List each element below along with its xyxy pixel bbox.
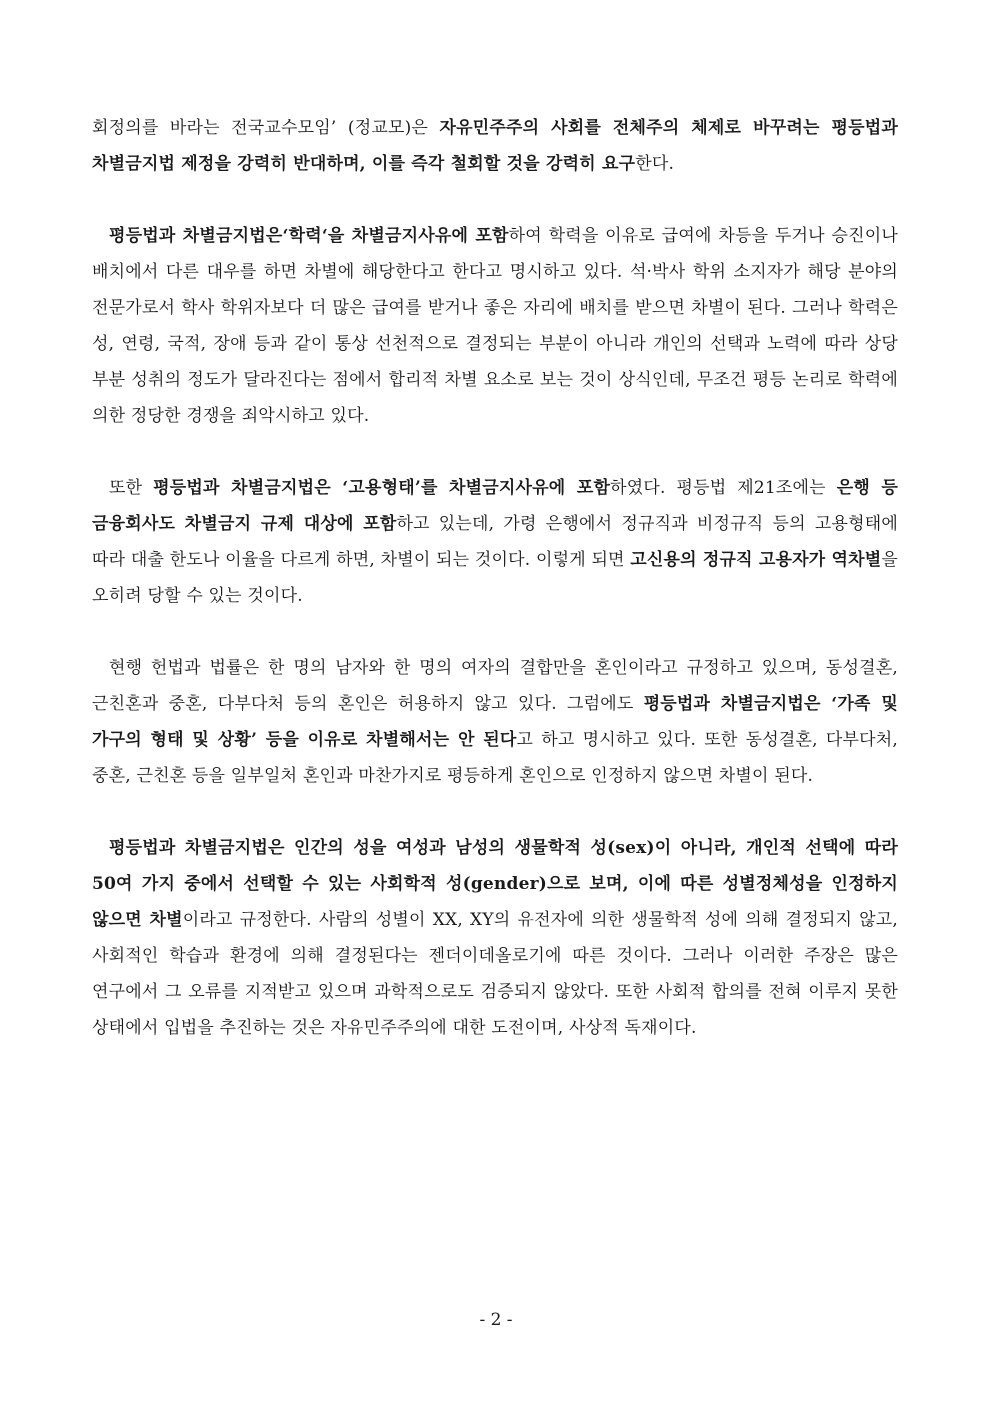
body-text: 또한 xyxy=(109,478,154,498)
body-text: 한다. xyxy=(635,154,675,174)
paragraph-2 xyxy=(92,218,898,434)
paragraph-5 xyxy=(92,830,898,1046)
body-text: 을 오히려 당할 수 있는 것이다. xyxy=(92,550,898,606)
body-text: 현행 헌법과 법률은 한 명의 남자와 한 명의 여자의 결합만을 혼인이라고 규정하고 있으며, 동성결혼, 근친혼과 중혼, 다부다처 등의 혼인은 허용하지 않고 있다. 그럼에도 xyxy=(92,658,898,714)
bold-text: 고신용의 정규직 고용자가 역차별 xyxy=(630,550,882,570)
bold-text: 평등법과 차별금지법은 ‘고용형태’를 차별금지사유에 포함 xyxy=(153,478,611,498)
bold-text: 평등법과 차별금지법은‘학력‘을 차별금지사유에 포함 xyxy=(109,226,509,246)
bold-text: 자유민주주의 사회를 전체주의 체제로 바꾸려는 평등법과 차별금지법 제정을 강력히 반대하며, 이를 즉각 철회할 것을 강력히 요구 xyxy=(92,118,898,174)
bold-text: 은행 등 금융회사도 차별금지 규제 대상에 포함 xyxy=(92,478,899,534)
bold-text: 평등법과 차별금지법은 인간의 성을 여성과 남성의 생물학적 성(sex)이 아니라, 개인적 선택에 따라 50여 가지 중에서 선택할 수 있는 사회학적 성(gender)으로 보며, 이에 따른 성별정체성을 인정하지 않으면 차별 xyxy=(92,838,898,930)
paragraph-1 xyxy=(92,110,898,182)
bold-text: 평등법과 차별금지법은 ‘가족 및 가구의 형태 및 상황’ 등을 이유로 차별해서는 안 된다 xyxy=(92,694,898,750)
body-text: 이라고 규정한다. 사람의 성별이 XX, XY의 유전자에 의한 생물학적 성에 의해 결정되지 않고, 사회적인 학습과 환경에 의해 결정된다는 젠더이데올로기에 따른 것이다. 그러나 이러한 주장은 많은 연구에서 그 오류를 지적받고 있으며 과학적으로도 검증되지 않았다. 또한 사회적 합의를 전혀 이루지 못한 상태에서 입법을 추진하는 것은 자유민주주의에 대한 도전이며, 사상적 독재이다. xyxy=(92,910,898,1038)
paragraph-4 xyxy=(92,650,898,794)
paragraph-3 xyxy=(92,470,898,614)
document-body xyxy=(92,110,898,1082)
body-text: 하였다. 평등법 제21조에는 xyxy=(610,478,837,498)
body-text: 하여 학력을 이유로 급여에 차등을 두거나 승진이나 배치에서 다른 대우를 하면 차별에 해당한다고 한다고 명시하고 있다. 석·박사 학위 소지자가 해당 분야의 전문가로서 학사 학위자보다 더 많은 급여를 받거나 좋은 자리에 배치를 받으면 차별이 된다. 그러나 학력은 성, 연령, 국적, 장애 등과 같이 통상 선천적으로 결정되는 부분이 아니라 개인의 선택과 노력에 따라 상당 부분 성취의 정도가 달라진다는 점에서 합리적 차별 요소로 보는 것이 상식인데, 무조건 평등 논리로 학력에 의한 정당한 경쟁을 죄악시하고 있다. xyxy=(92,226,898,426)
body-text: 고 하고 명시하고 있다. 또한 동성결혼, 다부다처, 중혼, 근친혼 등을 일부일처 혼인과 마찬가지로 평등하게 혼인으로 인정하지 않으면 차별이 된다. xyxy=(92,730,898,786)
body-text: 하고 있는데, 가령 은행에서 정규직과 비정규직 등의 고용형태에 따라 대출 한도나 이율을 다르게 하면, 차별이 되는 것이다. 이렇게 되면 xyxy=(92,514,898,570)
body-text: 회정의를 바라는 전국교수모임’ (정교모)은 xyxy=(92,118,440,138)
page-number: - 2 - xyxy=(479,1310,513,1330)
